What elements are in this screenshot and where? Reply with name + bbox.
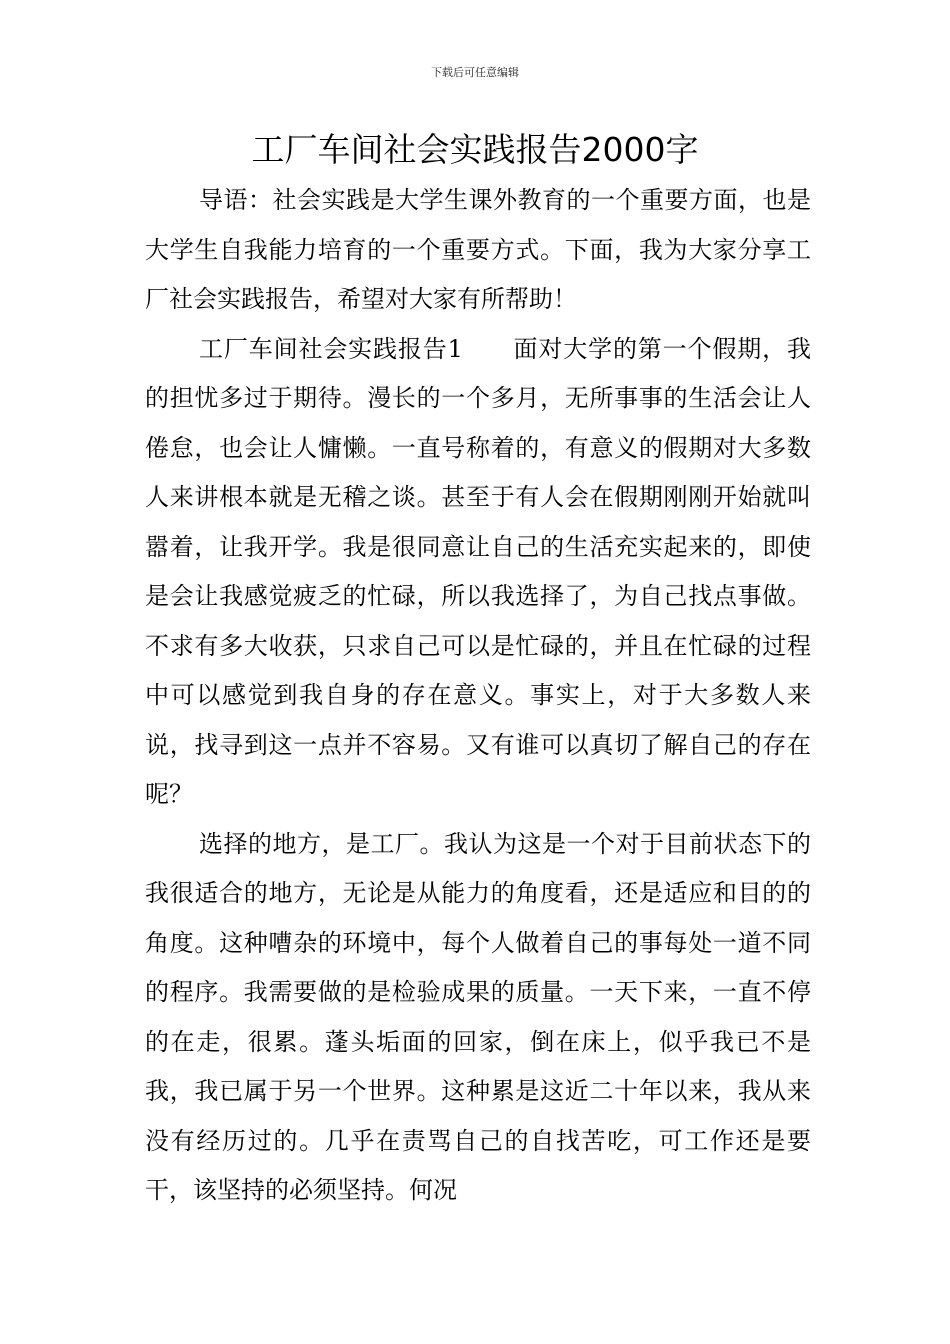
paragraph-factory: 选择的地方，是工厂。我认为这是一个对于目前状态下的我很适合的地方，无论是从能力的角度看，还是适应和目的的角度。这种嘈杂的环境中，每个人做着自己的事每处一道不同的程序。我需要做的是检验成果的质量。一天下来，一直不停的在走，很累。蓬头垢面的回家，倒在床上，似乎我已不是我，我已属于另一个世界。这种累是这近二十年以来，我从来没有经历过的。几乎在责骂自己的自找苦吃，可工作还是要干，该坚持的必须坚持。何况 xyxy=(145,829,811,1204)
document-title: 工厂车间社会实践报告2000字 xyxy=(251,130,699,169)
document-body xyxy=(145,176,811,1216)
header-note: 下载后可任意编辑 xyxy=(431,66,519,79)
paragraph-intro: 导语：社会实践是大学生课外教育的一个重要方面，也是大学生自我能力培育的一个重要方式。下面，我为大家分享工厂社会实践报告，希望对大家有所帮助！ xyxy=(145,186,811,313)
paragraph-report-1: 工厂车间社会实践报告1 面对大学的第一个假期，我的担忧多过于期待。漫长的一个多月，无所事事的生活会让人倦怠，也会让人慵懒。一直号称着的，有意义的假期对大多数人来讲根本就是无稽之谈。甚至于有人会在假期刚刚开始就叫嚣着，让我开学。我是很同意让自己的生活充实起来的，即使是会让我感觉疲乏的忙碌，所以我选择了，为自己找点事做。不求有多大收获，只求自己可以是忙碌的，并且在忙碌的过程中可以感觉到我自身的存在意义。事实上，对于大多数人来说，找寻到这一点并不容易。又有谁可以真切了解自己的存在呢？ xyxy=(145,334,811,808)
